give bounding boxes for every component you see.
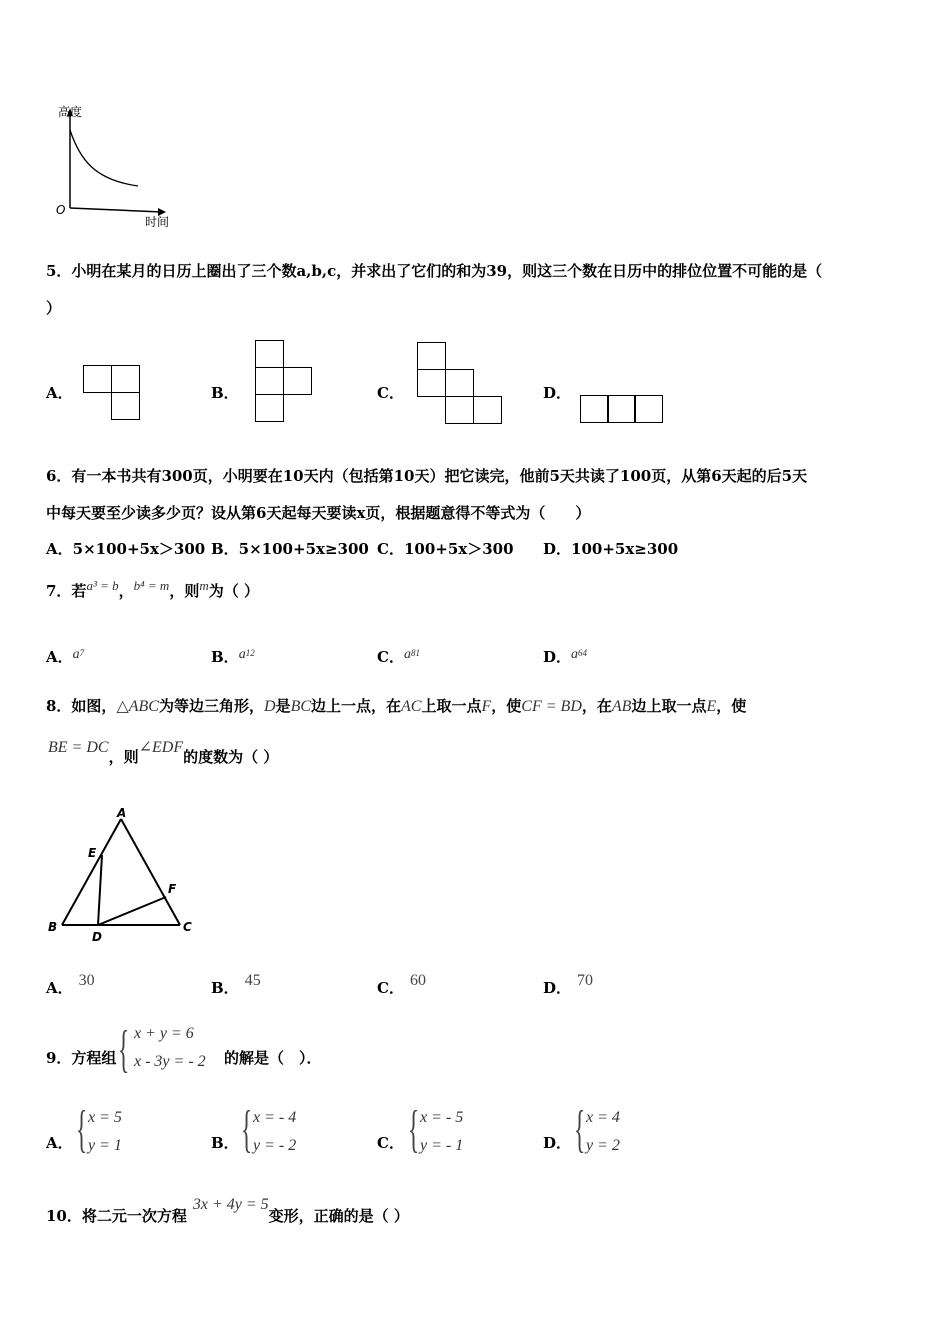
q9-eq2: x - 3y = - 2 [134, 1053, 206, 1070]
q9-suffix: 的解是（ ）． [224, 1049, 322, 1067]
q9-system-brace: { [118, 1021, 130, 1078]
q5-text-cont: ） [46, 299, 62, 317]
q7-mid: ，则 [169, 582, 200, 600]
q7-option-c: C．$a^{81}$ [377, 647, 420, 666]
q7-option-a: A．$a^7$ [46, 647, 85, 666]
q8-stem-line1: 8．如图，△ABC为等边三角形，D是BC边上一点，在AC上取一点F，使CF = BD，在AB边上取一点E，使 [46, 697, 747, 715]
q7-var: m [199, 578, 209, 593]
q6-option-d: D．100+5x≥300 [543, 540, 679, 558]
decay-curve [70, 130, 138, 186]
fig-label-c: C [183, 920, 192, 934]
fig-label-a: A [117, 806, 127, 820]
q8-option-b: B． 45 [211, 972, 261, 997]
q7-option-d: D．$a^{64}$ [543, 647, 588, 666]
graph-xlabel: 时间 [145, 215, 170, 229]
q7-sep: ， [118, 582, 134, 600]
q8-triangle-figure [40, 805, 210, 947]
q8-option-a: A． 30 [46, 972, 95, 997]
q7-prefix: 7．若 [46, 582, 87, 600]
q6-option-a: A．5×100+5x＞300 [46, 540, 206, 558]
q5-option-a-label: A． [46, 384, 73, 402]
q10-stem: 10．将二元一次方程3x + 4y = 5变形，正确的是（ ） [46, 1196, 409, 1225]
x-axis [70, 208, 162, 212]
q5-option-d-label: D． [543, 384, 572, 402]
q7-option-b: B．$a^{12}$ [211, 647, 255, 666]
q6-option-b: B．5×100+5x≥300 [211, 540, 369, 558]
q8-option-d: D． 70 [543, 972, 594, 997]
q7-stem [46, 580, 259, 603]
graph-origin: O [56, 203, 66, 217]
graph-ylabel: 高度 [58, 105, 83, 119]
q6-option-c: C．100+5x＞300 [377, 540, 514, 558]
q9-eq1: x + y = 6 [134, 1025, 194, 1042]
fig-label-f: F [168, 882, 177, 896]
fig-label-e: E [88, 846, 97, 860]
q5-option-b-label: B． [211, 384, 239, 402]
q8-option-c: C． 60 [377, 972, 426, 997]
q6-line1: 6．有一本书共有300页，小明要在10天内（包括第10天）把它读完，他前5天共读了100页，从第6天起的后5天 [46, 467, 808, 485]
fig-label-d: D [92, 930, 102, 944]
q7-cond1: a³ = b [86, 578, 119, 593]
fig-label-b: B [48, 920, 58, 934]
q7-suffix: 为（ ） [208, 582, 259, 600]
q9-prefix: 9．方程组 [46, 1049, 117, 1067]
q5-option-c-label: C． [377, 384, 404, 402]
q5-text: 5．小明在某月的日历上圈出了三个数a,b,c，并求出了它们的和为39，则这三个数在日历中的排位位置不可能的是（ [46, 262, 823, 280]
q7-cond2: b⁴ = m [133, 578, 170, 593]
q6-line2: 中每天要至少读多少页？设从第6天起每天要读x页，根据题意得不等式为（ ） [46, 504, 591, 522]
q10-equation: 3x + 4y = 5 [192, 1196, 269, 1213]
height-time-graph [50, 100, 190, 232]
q8-stem-line2: BE = DC，则∠EDF的度数为（ ） [48, 739, 279, 766]
